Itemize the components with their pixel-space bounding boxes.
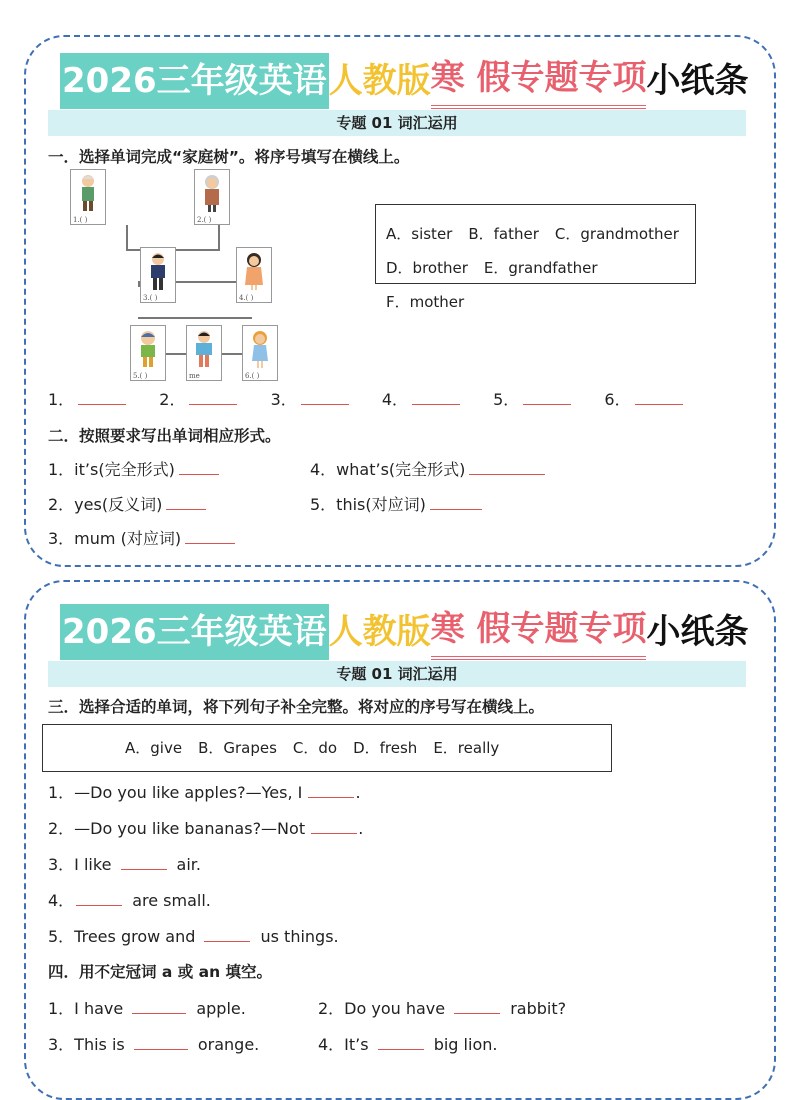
sentence-3-2: 2．—Do you like bananas?—Not . <box>48 819 364 838</box>
option-b: B．Grapes <box>198 739 277 757</box>
question-2-2: 2．yes(反义词) <box>48 492 210 515</box>
option-f: F．mother <box>386 293 465 311</box>
answer-label-6: 6． <box>604 390 631 409</box>
title-part-grade: 2026三年级英语 <box>60 604 329 660</box>
answer-label-2: 2． <box>159 390 186 409</box>
blank-3-2[interactable] <box>311 817 357 834</box>
blank-4-1[interactable] <box>132 997 186 1014</box>
answer-blank-1[interactable] <box>78 388 126 405</box>
question-4-3: 3．This is orange. <box>48 1035 260 1054</box>
answer-label-5: 5． <box>493 390 520 409</box>
question-2-3: 3．mum (对应词) <box>48 526 239 549</box>
blank-2-4[interactable] <box>469 458 545 475</box>
option-d: D．fresh <box>353 739 418 757</box>
question-4-4: 4．It’s big lion. <box>318 1035 498 1054</box>
title-banner <box>60 604 748 660</box>
sentence-3-4: 4． are small. <box>48 891 211 910</box>
option-a: A．sister <box>386 225 453 243</box>
section-3-options-box <box>42 724 612 772</box>
blank-2-2[interactable] <box>166 493 206 510</box>
blank-2-1[interactable] <box>179 458 219 475</box>
option-e: E．really <box>433 739 500 757</box>
question-4-2: 2．Do you have rabbit? <box>318 999 567 1018</box>
question-2-1: 1．it’s(完全形式) <box>48 457 223 480</box>
question-2-4: 4．what’s(完全形式) <box>310 457 549 480</box>
brother-figure: 5.( ) <box>130 325 166 381</box>
title-part-topic: 寒 假专题专项 <box>431 604 647 660</box>
answer-label-4: 4． <box>381 390 409 409</box>
answer-label-1: 1． <box>48 390 75 409</box>
question-4-1: 1．I have apple. <box>48 999 246 1018</box>
section-1-heading: 一．选择单词完成“家庭树”。将序号填写在横线上。 <box>48 148 410 166</box>
section-2-heading: 二．按照要求写出单词相应形式。 <box>48 427 281 445</box>
father-figure: 3.( ) <box>140 247 176 303</box>
option-c: C．do <box>292 739 338 757</box>
option-b: B．father <box>468 225 539 243</box>
topic-subtitle: 专题 01 词汇运用 <box>48 110 746 136</box>
option-c: C．grandmother <box>554 225 679 243</box>
blank-2-5[interactable] <box>430 493 482 510</box>
sentence-3-5: 5．Trees grow and us things. <box>48 927 339 946</box>
blank-4-2[interactable] <box>454 997 500 1014</box>
grandfather-figure: 1.( ) <box>70 169 106 225</box>
blank-3-5[interactable] <box>204 925 250 942</box>
blank-3-1[interactable] <box>308 781 354 798</box>
title-part-edition: 人教版 <box>328 612 431 652</box>
question-2-5: 5．this(对应词) <box>310 492 486 515</box>
topic-subtitle: 专题 01 词汇运用 <box>48 661 746 687</box>
blank-4-4[interactable] <box>378 1033 424 1050</box>
section-3-heading: 三．选择合适的单词，将下列句子补全完整。将对应的序号写在横线上。 <box>48 698 545 716</box>
worksheet-card-2 <box>24 580 776 1100</box>
answer-row <box>48 387 687 410</box>
title-part-topic: 寒 假专题专项 <box>431 53 647 109</box>
title-part-notes: 小纸条 <box>646 61 749 101</box>
family-tree-illustration <box>66 167 266 385</box>
mother-figure: 4.( ) <box>236 247 272 303</box>
title-part-notes: 小纸条 <box>646 612 749 652</box>
blank-3-3[interactable] <box>121 853 167 870</box>
blank-3-4[interactable] <box>76 889 122 906</box>
title-banner <box>60 53 748 109</box>
me-figure: me <box>186 325 222 381</box>
answer-label-3: 3． <box>270 390 297 409</box>
blank-4-3[interactable] <box>134 1033 188 1050</box>
title-part-edition: 人教版 <box>328 61 431 101</box>
title-part-grade: 2026三年级英语 <box>60 53 329 109</box>
answer-blank-5[interactable] <box>523 388 571 405</box>
section-1-options-box <box>375 204 696 311</box>
grandmother-figure: 2.( ) <box>194 169 230 225</box>
option-d: D．brother <box>386 259 468 277</box>
answer-blank-6[interactable] <box>635 388 683 405</box>
answer-blank-2[interactable] <box>189 388 237 405</box>
sentence-3-1: 1．—Do you like apples?—Yes, I . <box>48 783 361 802</box>
option-e: E．grandfather <box>483 259 598 277</box>
sister-figure: 6.( ) <box>242 325 278 381</box>
section-4-heading: 四．用不定冠词 a 或 an 填空。 <box>48 963 273 981</box>
worksheet-card-1 <box>24 35 776 567</box>
sentence-3-3: 3．I like air. <box>48 855 201 874</box>
answer-blank-4[interactable] <box>412 388 460 405</box>
answer-blank-3[interactable] <box>301 388 349 405</box>
option-a: A．give <box>125 739 183 757</box>
blank-2-3[interactable] <box>185 527 235 544</box>
